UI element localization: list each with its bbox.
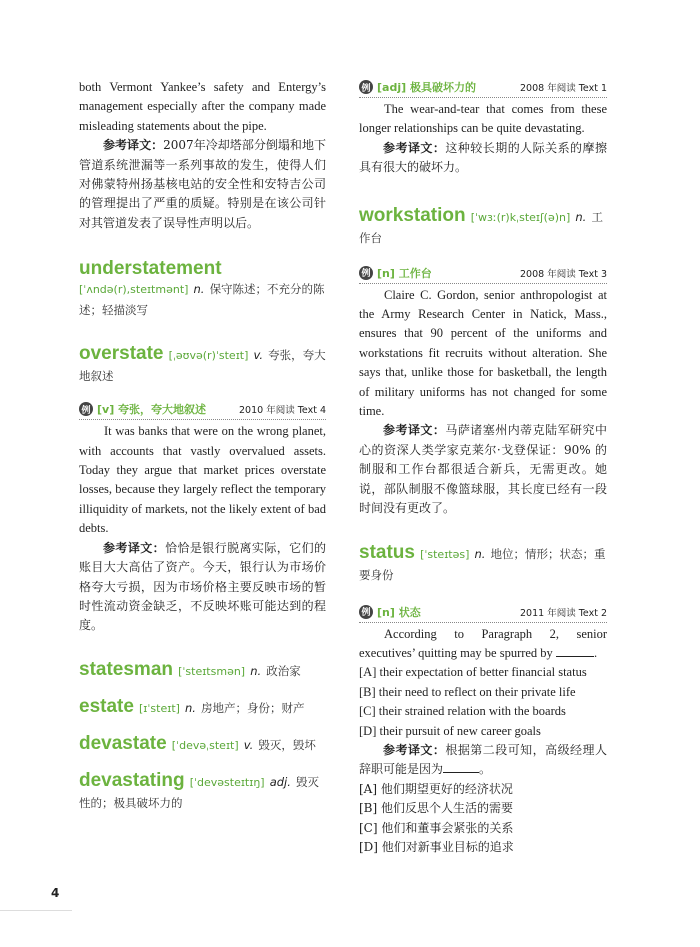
example-source: 2010 年阅读 Text 4 bbox=[239, 405, 326, 417]
phonetic: [ˈsteɪtəs] bbox=[420, 547, 470, 561]
option-d-translation: [D] 他们对新事业目标的追求 bbox=[359, 839, 514, 854]
option-b-translation: [B] 他们反思个人生活的需要 bbox=[359, 801, 513, 816]
example-english: Claire C. Gordon, senior anthropologist at the Army Research Center in Natick, Mass., ensures that 90 percent of the uniforms and workstations fit recruits without alteration. She says that, unlike those for basketball, the length of military uniforms has not changed for some time. bbox=[359, 287, 607, 419]
entry-estate bbox=[79, 697, 326, 718]
option-a: [A] their expectation of better financial status bbox=[359, 665, 587, 680]
part-of-speech: adj. bbox=[269, 774, 291, 789]
entry-overstate bbox=[79, 344, 326, 386]
translation-label: 参考译文： bbox=[103, 138, 164, 153]
question-text: According to Paragraph 2, senior executives’ quitting may be spurred by bbox=[359, 626, 607, 660]
question-translation bbox=[359, 741, 607, 780]
translation-end: 。 bbox=[479, 762, 492, 777]
right-column bbox=[359, 78, 607, 857]
answer-blank bbox=[556, 644, 594, 657]
example-header bbox=[359, 264, 607, 284]
example-source: 2008 年阅读 Text 3 bbox=[520, 268, 607, 280]
definition: 工作台 bbox=[359, 209, 603, 245]
part-of-speech: n. bbox=[474, 546, 486, 561]
question-end: . bbox=[593, 645, 598, 660]
entry-devastate bbox=[79, 734, 326, 755]
example-badge-icon: 例 bbox=[359, 266, 373, 280]
definition: 政治家 bbox=[266, 663, 301, 678]
footer-rule bbox=[0, 910, 72, 911]
translation-label: 参考译文： bbox=[383, 423, 446, 438]
example-source: 2008 年阅读 Text 1 bbox=[520, 83, 607, 94]
example-translation bbox=[79, 539, 326, 636]
example-source: 2011 年阅读 Text 2 bbox=[520, 607, 607, 619]
example-sense: [adj] 极具破坏力的 bbox=[377, 81, 476, 94]
phonetic: [ˈʌndə(r),steɪtmənt] bbox=[79, 283, 189, 297]
entry-workstation bbox=[359, 206, 607, 248]
definition: 毁灭性的；极具破坏力的 bbox=[79, 774, 319, 810]
example-badge-icon: 例 bbox=[359, 80, 373, 94]
definition: 保守陈述；不充分的陈述；轻描淡写 bbox=[79, 282, 325, 318]
definition: 毁灭，毁坏 bbox=[258, 737, 316, 752]
headword: estate bbox=[79, 695, 134, 717]
definition: 夸张，夸大地叙述 bbox=[79, 348, 326, 384]
translation-text: 恰恰是银行脱离实际，它们的账目大大高估了资产。今天，银行认为市场价格夸大亏损，因为市场价格主要反映市场的暂时性流动资金缺乏，不反映坏账可能达到的程度。 bbox=[79, 540, 326, 633]
definition: 地位；情形；状态；重要身份 bbox=[359, 546, 606, 582]
translation-label: 参考译文： bbox=[383, 140, 446, 155]
phonetic: [ˈwɜː(r)kˌsteɪʃ(ə)n] bbox=[470, 210, 571, 224]
option-d: [D] their pursuit of new career goals bbox=[359, 723, 541, 738]
entry-status bbox=[359, 543, 607, 585]
example-english: It was banks that were on the wrong planet, with accounts that vastly overvalued assets. Today they argue that market prices overstate losses, because they largely reflect the temporary illiquidity of markets, not the likely extent of bad debts. bbox=[79, 424, 326, 536]
example-header bbox=[79, 400, 326, 420]
option-b: [B] their need to reflect on their private life bbox=[359, 684, 576, 699]
phonetic: [ɪˈsteɪt] bbox=[139, 701, 180, 715]
headword: status bbox=[359, 541, 415, 563]
translation-label: 参考译文： bbox=[103, 540, 166, 555]
definition: 房地产；身份；财产 bbox=[201, 700, 305, 715]
part-of-speech: n. bbox=[185, 700, 196, 715]
phonetic: [ˌəʊvə(r)ˈsteɪt] bbox=[168, 349, 249, 363]
example-english: The wear-and-tear that comes from these longer relationships can be quite devastating. bbox=[359, 102, 607, 136]
translation-text: 根据第二段可知，高级经理人辞职可能是因为 bbox=[359, 742, 607, 777]
example-badge-icon: 例 bbox=[79, 402, 93, 416]
phonetic: [ˈdevəsteɪtɪŋ] bbox=[189, 775, 265, 789]
translation-text: 2007年冷却塔部分倒塌和地下管道系统泄漏等一系列事故的发生，使得人们对佛蒙特州扬基核电站的安全性和安特吉公司的管理提出了严重的质疑。特别是在该公司针对其管道发表了误导性声明以后。 bbox=[79, 138, 326, 230]
continued-english-text: both Vermont Yankee’s safety and Entergy’s management especially after the company made misleading statements about the pipe. bbox=[79, 80, 326, 133]
option-c: [C] their strained relation with the boards bbox=[359, 704, 566, 719]
translation-text: 马萨诸塞州内蒂克陆军研究中心的资深人类学家克莱尔·戈登保证：90% 的制服和工作台都很适合新兵，无需更改。她说，部队制服不像篮球服，其长度已经有一段时间没有更改了。 bbox=[359, 423, 607, 516]
entry-statesman bbox=[79, 660, 326, 681]
entry-devastating bbox=[79, 771, 326, 813]
option-a-translation: [A] 他们期望更好的经济状况 bbox=[359, 781, 513, 796]
example-header bbox=[359, 603, 607, 623]
part-of-speech: n. bbox=[250, 663, 262, 678]
headword: overstate bbox=[79, 343, 164, 365]
part-of-speech: n. bbox=[575, 209, 587, 224]
translation-text: 这种较长期的人际关系的摩擦具有很大的破坏力。 bbox=[359, 140, 607, 175]
option-c-translation: [C] 他们和董事会紧张的关系 bbox=[359, 820, 514, 835]
phonetic: [ˈsteɪtsmən] bbox=[178, 664, 246, 678]
headword: statesman bbox=[79, 658, 173, 680]
part-of-speech: v. bbox=[243, 737, 254, 752]
headword: devastating bbox=[79, 769, 185, 791]
headword: understatement bbox=[79, 258, 222, 280]
page-number: 4 bbox=[51, 886, 60, 900]
part-of-speech: n. bbox=[193, 282, 205, 297]
phonetic: [ˈdevəˌsteɪt] bbox=[171, 738, 239, 752]
translation-label: 参考译文： bbox=[383, 742, 446, 757]
continued-translation bbox=[79, 136, 326, 233]
entry-understatement bbox=[79, 259, 326, 320]
headword: workstation bbox=[359, 204, 466, 226]
answer-blank bbox=[443, 760, 479, 773]
question-stem bbox=[359, 625, 607, 664]
example-sense: [n] 工作台 bbox=[377, 266, 432, 280]
part-of-speech: v. bbox=[253, 348, 264, 363]
example-header bbox=[359, 78, 607, 98]
example-translation bbox=[359, 421, 607, 518]
example-sense: [n] 状态 bbox=[377, 605, 421, 619]
example-translation bbox=[359, 139, 607, 178]
example-badge-icon: 例 bbox=[359, 605, 373, 619]
left-column bbox=[79, 78, 326, 813]
headword: devastate bbox=[79, 732, 167, 754]
example-sense: [v] 夸张，夸大地叙述 bbox=[97, 403, 207, 417]
